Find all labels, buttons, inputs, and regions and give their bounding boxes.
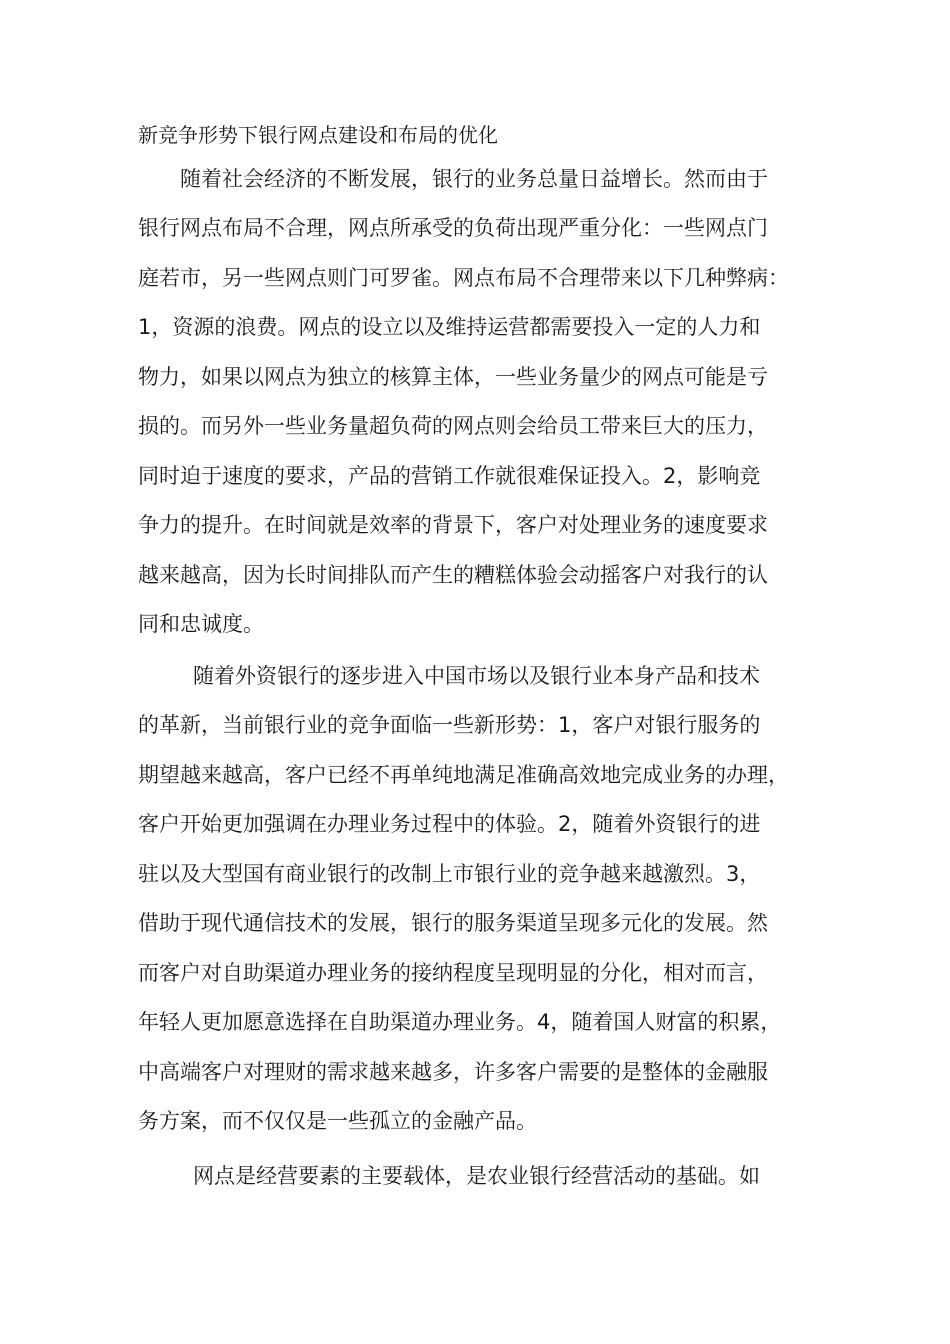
paragraph-line: 损的。而另外一些业务量超负荷的网点则会给员工带来巨大的压力， (138, 414, 768, 438)
paragraph-line: 网点是经营要素的主要载体，是农业银行经营活动的基础。如 (193, 1164, 760, 1188)
paragraph-line: 庭若市，另一些网点则门可罗雀。网点布局不合理带来以下几种弊病： (138, 266, 789, 290)
paragraph-line: 随着社会经济的不断发展，银行的业务总量日益增长。然而由于 (180, 167, 768, 191)
document-title: 新竞争形势下银行网点建设和布局的优化 (138, 123, 498, 147)
paragraph-line: 中高端客户对理财的需求越来越多，许多客户需要的是整体的金融服 (138, 1060, 768, 1084)
paragraph-line: 越来越高，因为长时间排队而产生的糟糕体验会动摇客户对我行的认 (138, 563, 768, 587)
paragraph-line: 同时迫于速度的要求，产品的营销工作就很难保证投入。2，影响竞 (138, 464, 761, 488)
paragraph-line: 期望越来越高，客户已经不再单纯地满足准确高效地完成业务的办理， (138, 763, 789, 787)
paragraph-line: 而客户对自助渠道办理业务的接纳程度呈现明显的分化，相对而言， (138, 961, 768, 985)
paragraph-line: 借助于现代通信技术的发展，银行的服务渠道呈现多元化的发展。然 (138, 911, 768, 935)
paragraph-line: 争力的提升。在时间就是效率的背景下，客户对处理业务的速度要求 (138, 513, 768, 537)
paragraph-line: 年轻人更加愿意选择在自助渠道办理业务。4，随着国人财富的积累， (138, 1010, 782, 1034)
paragraph-line: 随着外资银行的逐步进入中国市场以及银行业本身产品和技术 (193, 664, 760, 688)
paragraph-line: 务方案，而不仅仅是一些孤立的金融产品。 (138, 1109, 537, 1133)
paragraph-line: 物力，如果以网点为独立的核算主体，一些业务量少的网点可能是亏 (138, 365, 768, 389)
paragraph-line: 的革新，当前银行业的竞争面临一些新形势：1，客户对银行服务的 (138, 713, 761, 737)
paragraph-line: 1，资源的浪费。网点的设立以及维持运营都需要投入一定的人力和 (138, 315, 761, 339)
paragraph-line: 同和忠诚度。 (138, 612, 264, 636)
paragraph-line: 银行网点布局不合理，网点所承受的负荷出现严重分化：一些网点门 (138, 216, 768, 240)
paragraph-line: 客户开始更加强调在办理业务过程中的体验。2，随着外资银行的进 (138, 812, 761, 836)
paragraph-line: 驻以及大型国有商业银行的改制上市银行业的竞争越来越激烈。3， (138, 862, 761, 886)
